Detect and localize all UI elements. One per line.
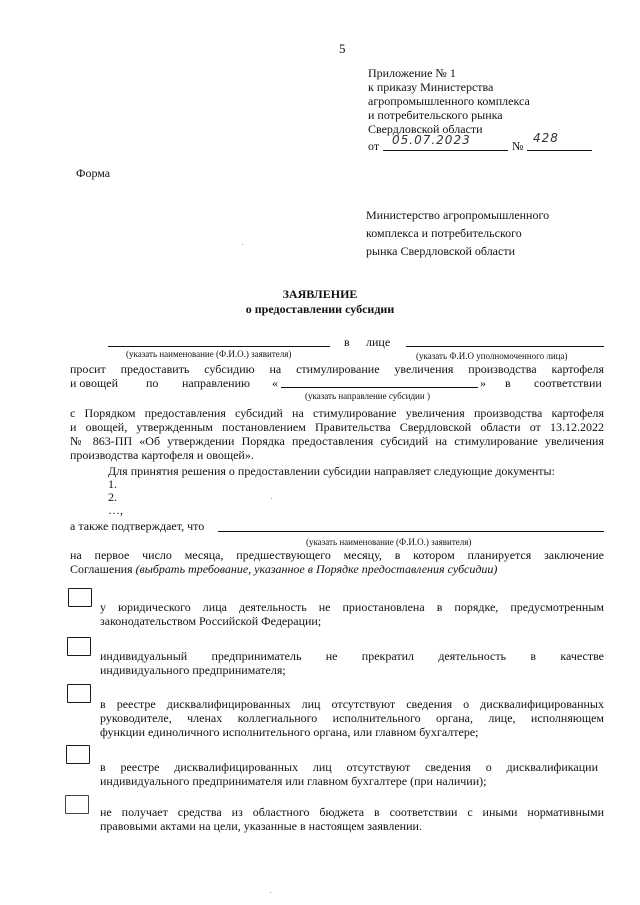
doc-item-1: 1.: [108, 477, 117, 491]
para2-line3: № 863-ПП «Об утверждении Порядка предоставления субсидий на стимулирование увеличения: [70, 434, 604, 448]
option-5-line-1: не получает средства из областного бюджета в соответствии с иными нормативными: [100, 805, 604, 819]
docs-intro: Для принятия решения о предоставлении субсидии направляет следующие документы:: [108, 464, 555, 478]
option-3-line-2: руководителе, членах коллегиального исполнительного органа, лице, исполняющем: [100, 711, 604, 725]
option-5-line-2: правовыми актами на цели, указанные в настоящем заявлении.: [100, 819, 422, 833]
direction-field[interactable]: [281, 387, 478, 388]
checkbox-option-3[interactable]: [67, 684, 91, 703]
para3-italic-note: (выбрать требование, указанное в Порядке предоставления субсидии): [135, 562, 498, 576]
hint-representative: (указать Ф.И.О уполномоченного лица): [416, 351, 568, 361]
para1-word-sootvetstvii: соответствии: [534, 376, 602, 390]
addressee-line-2: комплекса и потребительского: [366, 226, 522, 240]
para3-line1: на первое число месяца, предшествующего месяцу, в котором планируется заключение: [70, 548, 604, 562]
para3-line2: [70, 562, 497, 576]
form-label: Форма: [76, 166, 111, 180]
appendix-line-2: к приказу Министерства: [368, 80, 494, 94]
option-2-line-1: индивидуальный предприниматель не прекратил деятельность в качестве: [100, 649, 604, 663]
addressee-line-3: рынка Свердловской области: [366, 244, 515, 258]
appendix-line-5: Свердловской области: [368, 122, 483, 136]
option-1-line-2: законодательством Российской Федерации;: [100, 614, 322, 628]
option-2-line-2: индивидуального предпринимателя;: [100, 663, 286, 677]
applicant-name-field-2[interactable]: [218, 531, 604, 532]
appendix-from-label: от: [368, 139, 380, 153]
scan-speck: [270, 892, 271, 893]
para2-line2: и овощей, утвержденным постановлением Правительства Свердловской области от 13.12.2022: [70, 420, 604, 434]
option-1-line-1: у юридического лица деятельность не приостановлена в порядке, предусмотренным: [100, 600, 604, 614]
checkbox-option-2[interactable]: [67, 637, 91, 656]
hint-applicant-2: (указать наименование (Ф.И.О.) заявителя): [306, 537, 472, 547]
appendix-line-4: и потребительского рынка: [368, 108, 503, 122]
checkbox-option-1[interactable]: [68, 588, 92, 607]
in-word: в: [344, 335, 350, 349]
para1-word-napravleniyu: направлению: [182, 376, 250, 390]
scan-speck: [242, 244, 243, 245]
document-subtitle: о предоставлении субсидии: [245, 302, 395, 316]
scan-speck: [271, 498, 272, 499]
para2-line1: с Порядком предоставления субсидий на стимулирование увеличения производства картофеля: [70, 406, 604, 420]
representative-name-field[interactable]: [406, 346, 604, 347]
appendix-number-label: №: [512, 139, 524, 153]
hint-direction: (указать направление субсидии ): [305, 391, 430, 401]
document-title: ЗАЯВЛЕНИЕ: [282, 287, 358, 301]
addressee-block: [366, 206, 549, 260]
confirms-text: а также подтверждает, что: [70, 519, 205, 533]
applicant-name-field[interactable]: [108, 346, 330, 347]
number-underline: [527, 150, 592, 151]
quote-close: »: [480, 376, 486, 390]
handwritten-date: 05.07.2023: [392, 133, 471, 147]
checkbox-option-5[interactable]: [65, 795, 89, 814]
hint-applicant: (указать наименование (Ф.И.О.) заявителя): [126, 349, 292, 359]
checkbox-option-4[interactable]: [66, 745, 90, 764]
appendix-line-3: агропромышленного комплекса: [368, 94, 530, 108]
option-3-line-3: функции единоличного исполнительного органа, или главном бухгалтере;: [100, 725, 479, 739]
para2-line4: производства картофеля и овощей».: [70, 448, 254, 462]
option-3-line-1: в реестре дисквалифицированных лиц отсутствуют сведения о дисквалифицированных: [100, 697, 604, 711]
para1-word-po: по: [146, 376, 159, 390]
appendix-line-1: Приложение № 1: [368, 66, 456, 80]
page-number: 5: [339, 41, 346, 56]
handwritten-number: 428: [533, 131, 559, 145]
para3-soglasheniya: Соглашения: [70, 562, 133, 576]
litse-word: лице: [366, 335, 391, 349]
doc-item-3: …,: [108, 503, 123, 517]
quote-open: «: [272, 376, 278, 390]
para1-line1: просит предоставить субсидию на стимулирование увеличения производства картофеля: [70, 362, 604, 376]
addressee-line-1: Министерство агропромышленного: [366, 208, 550, 222]
para1-word-ovoshchey: и овощей: [70, 376, 118, 390]
option-4-line-2: индивидуального предпринимателя или главном бухгалтере (при наличии);: [100, 774, 487, 788]
para1-word-v: в: [505, 376, 511, 390]
option-4-line-1: в реестре дисквалифицированных лиц отсутствуют сведения о дисквалификации: [100, 760, 598, 774]
appendix-block: [368, 66, 530, 136]
date-underline: [383, 150, 508, 151]
doc-item-2: 2.: [108, 490, 117, 504]
